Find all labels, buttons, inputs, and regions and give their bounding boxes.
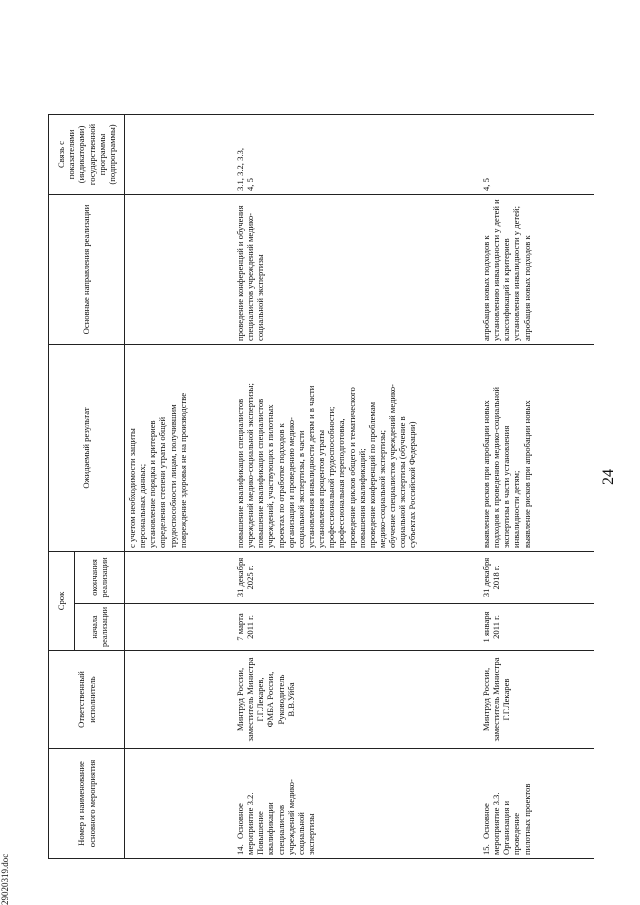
result-cell: повышение квалификации специалистов учреждений медико-социальной экспертизы; повышение квалификации специалистов учреждений, участвующих в пилотных проектах по отработке подходов к организации и проведению медико- социальной экспертизы, в части установления инвалидности детям и в части установления процентов утраты профессиональной трудоспособности; профессиональная переподготовка, проведение циклов общего и тематического повышения квалификаций; проведение конференций по проблемам медико-социальной экспертизы; обучение специалистов учреждений медико- социальной экспертизы (обучение в субъектах Российской Федерации) xyxy=(232,344,478,551)
table-row xyxy=(478,114,594,858)
header-start: начала реализации xyxy=(75,603,125,650)
activities-table xyxy=(48,114,594,859)
table-row-continuation xyxy=(125,114,233,858)
document-id: 29020319.doc xyxy=(0,853,10,905)
page-number: 24 xyxy=(600,469,617,485)
header-term: Срок xyxy=(49,551,75,650)
indicator-link-cell: 3.1, 3.2, 3.3, 4, 5 xyxy=(232,114,478,194)
result-cell: выявление рисков при апробации новых подходов к проведению медико-социальной экспертизы в части установления инвалидности детям; выявление рисков при апробации новых xyxy=(478,344,594,551)
executor-cell: Минтруд России, заместитель Министра Г.Г.Лекарев, ФМБА России, Руководитель В.В.Уйба xyxy=(232,651,478,749)
indicator-link-cell: 4, 5 xyxy=(478,114,594,194)
header-executor: Ответственный исполнитель xyxy=(49,651,125,749)
header-name: Номер и наименование основного мероприятия xyxy=(49,749,125,859)
end-date-cell: 31 декабря 2018 г. xyxy=(478,551,594,603)
header-result: Ожидаемый результат xyxy=(49,344,125,551)
start-date-cell: 1 января 2011 г. xyxy=(478,603,594,650)
row-number: 15. xyxy=(481,844,491,855)
start-date-cell: 7 марта 2011 г. xyxy=(232,603,478,650)
header-link: Связь с показателями (индикаторами) государственной программы (подпрограммы) xyxy=(49,114,125,194)
activity-name-cell: 14.Основное мероприятие 3.2. Повышение квалификации специалистов учреждений медико- социальной экспертизы xyxy=(232,749,478,859)
header-end: окончания реализации xyxy=(75,551,125,603)
table-row xyxy=(232,114,478,858)
end-date-cell: 31 декабря 2025 г. xyxy=(232,551,478,603)
executor-cell: Минтруд России, заместитель Министра Г.Г.Лекарев xyxy=(478,651,594,749)
directions-cell: проведение конференций и обучения специалистов учреждений медико- социальной экспертизы xyxy=(232,194,478,344)
directions-cell: апробация новых подходов к установлению инвалидности у детей и классификаций и критериев установления инвалидности у детей; апробация новых подходов к xyxy=(478,194,594,344)
result-cell: с учетом необходимости защиты персональных данных; установление порядка и критериев определения степени утраты общей трудоспособности лицам, получившим повреждение здоровья не на производстве xyxy=(125,344,233,551)
header-directions: Основные направления реализации xyxy=(49,194,125,344)
row-number: 14. xyxy=(235,844,245,855)
activity-name-cell: 15.Основное мероприятие 3.3. Организация и проведение пилотных проектов xyxy=(478,749,594,859)
